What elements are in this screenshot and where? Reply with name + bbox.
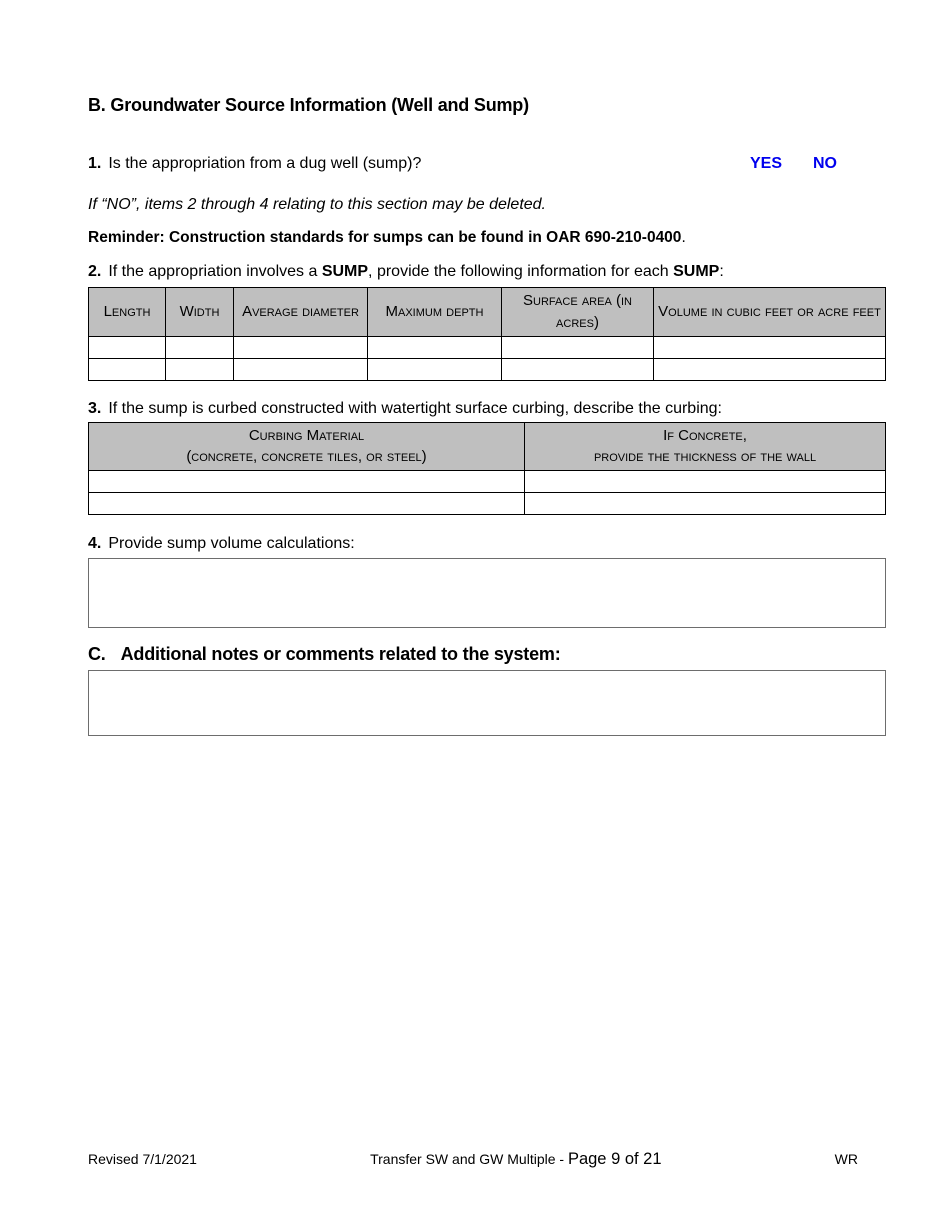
page-content — [88, 0, 886, 736]
sump-col-width: Width — [166, 288, 234, 337]
curbing-cell[interactable] — [525, 471, 886, 493]
sump-cell[interactable] — [368, 336, 502, 358]
sump-table-body — [89, 336, 886, 380]
question-3-text: If the sump is curbed constructed with watertight surface curbing, describe the curbing: — [108, 399, 722, 417]
sump-cell[interactable] — [368, 358, 502, 380]
question-3-number: 3. — [88, 399, 102, 417]
curbing-table-body — [89, 471, 886, 515]
curbing-cell[interactable] — [525, 493, 886, 515]
section-b-heading: B. Groundwater Source Information (Well and Sump) — [88, 95, 529, 115]
no-option[interactable]: NO — [813, 155, 837, 172]
deletion-note: If “NO”, items 2 through 4 relating to this section may be deleted. — [88, 196, 546, 213]
sump-information-table — [88, 287, 886, 381]
reminder-note — [88, 229, 886, 247]
sump-col-average-diameter: Average diameter — [234, 288, 368, 337]
sump-col-maximum-depth: Maximum depth — [368, 288, 502, 337]
sump-cell[interactable] — [502, 336, 654, 358]
sump-col-surface-area: Surface area (in acres) — [502, 288, 654, 337]
sump-cell[interactable] — [89, 336, 166, 358]
sump-cell[interactable] — [166, 336, 234, 358]
sump-cell[interactable] — [654, 336, 886, 358]
sump-table-header — [89, 288, 886, 337]
question-4-row — [88, 534, 886, 554]
question-1-number: 1. — [88, 155, 102, 172]
curbing-material-line1: Curbing Material — [248, 426, 365, 444]
question-3-row — [88, 399, 886, 419]
curbing-cell[interactable] — [89, 471, 525, 493]
question-2-sump-b: SUMP — [673, 263, 720, 280]
curbing-col-concrete-thickness — [525, 422, 886, 471]
sump-cell[interactable] — [166, 358, 234, 380]
curbing-table-header — [89, 422, 886, 471]
section-c-heading — [88, 644, 886, 665]
question-1-row — [88, 154, 886, 174]
footer-page-number: Page 9 of 21 — [567, 1150, 662, 1168]
yes-option[interactable]: YES — [749, 155, 782, 172]
sump-volume-calculations-box[interactable] — [88, 558, 886, 628]
curbing-col-material — [89, 422, 525, 471]
sump-cell[interactable] — [654, 358, 886, 380]
sump-table-row-1 — [89, 336, 886, 358]
sump-cell[interactable] — [234, 336, 368, 358]
question-1-text-group — [88, 154, 750, 174]
question-4-number: 4. — [88, 535, 102, 552]
curbing-cell[interactable] — [89, 493, 525, 515]
footer-revised-date: Revised 7/1/2021 — [88, 1151, 197, 1167]
curbing-material-line2: (concrete, concrete tiles, or steel) — [186, 448, 427, 466]
sump-col-volume: Volume in cubic feet or acre feet — [654, 288, 886, 337]
footer-wr-code: WR — [834, 1151, 858, 1167]
question-2-text-mid: , provide the following information for each — [368, 263, 674, 280]
question-2-sump-a: SUMP — [321, 263, 369, 280]
curbing-table — [88, 422, 886, 516]
question-4-text: Provide sump volume calculations: — [108, 535, 355, 552]
footer-title-prefix: Transfer SW and GW Multiple - — [370, 1151, 568, 1167]
sump-table-header-row — [89, 288, 886, 337]
sump-col-length: Length — [89, 288, 166, 337]
sump-table-row-2 — [89, 358, 886, 380]
yes-no-choice-group — [750, 154, 837, 174]
question-2-text-pre: If the appropriation involves a — [108, 263, 322, 280]
question-2-number: 2. — [88, 263, 102, 280]
sump-cell[interactable] — [234, 358, 368, 380]
reminder-bold-text: Reminder: Construction standards for sumps can be found in OAR 690-210-0400 — [88, 229, 682, 246]
page-footer — [88, 1150, 886, 1169]
question-2-row — [88, 262, 886, 282]
footer-document-title — [197, 1150, 835, 1169]
curbing-table-row-1 — [89, 471, 886, 493]
if-concrete-line1: If Concrete, — [663, 426, 747, 444]
question-1-text: Is the appropriation from a dug well (sump)? — [108, 155, 422, 172]
sump-cell[interactable] — [89, 358, 166, 380]
section-c-title-text: Additional notes or comments related to the system: — [120, 644, 561, 664]
curbing-table-row-2 — [89, 493, 886, 515]
curbing-table-header-row — [89, 422, 886, 471]
section-c-letter: C. — [88, 644, 106, 664]
question-2-tail: : — [719, 263, 724, 280]
sump-cell[interactable] — [502, 358, 654, 380]
if-concrete-line2: provide the thickness of the wall — [593, 448, 817, 466]
additional-notes-box[interactable] — [88, 670, 886, 736]
reminder-tail: . — [681, 229, 686, 246]
